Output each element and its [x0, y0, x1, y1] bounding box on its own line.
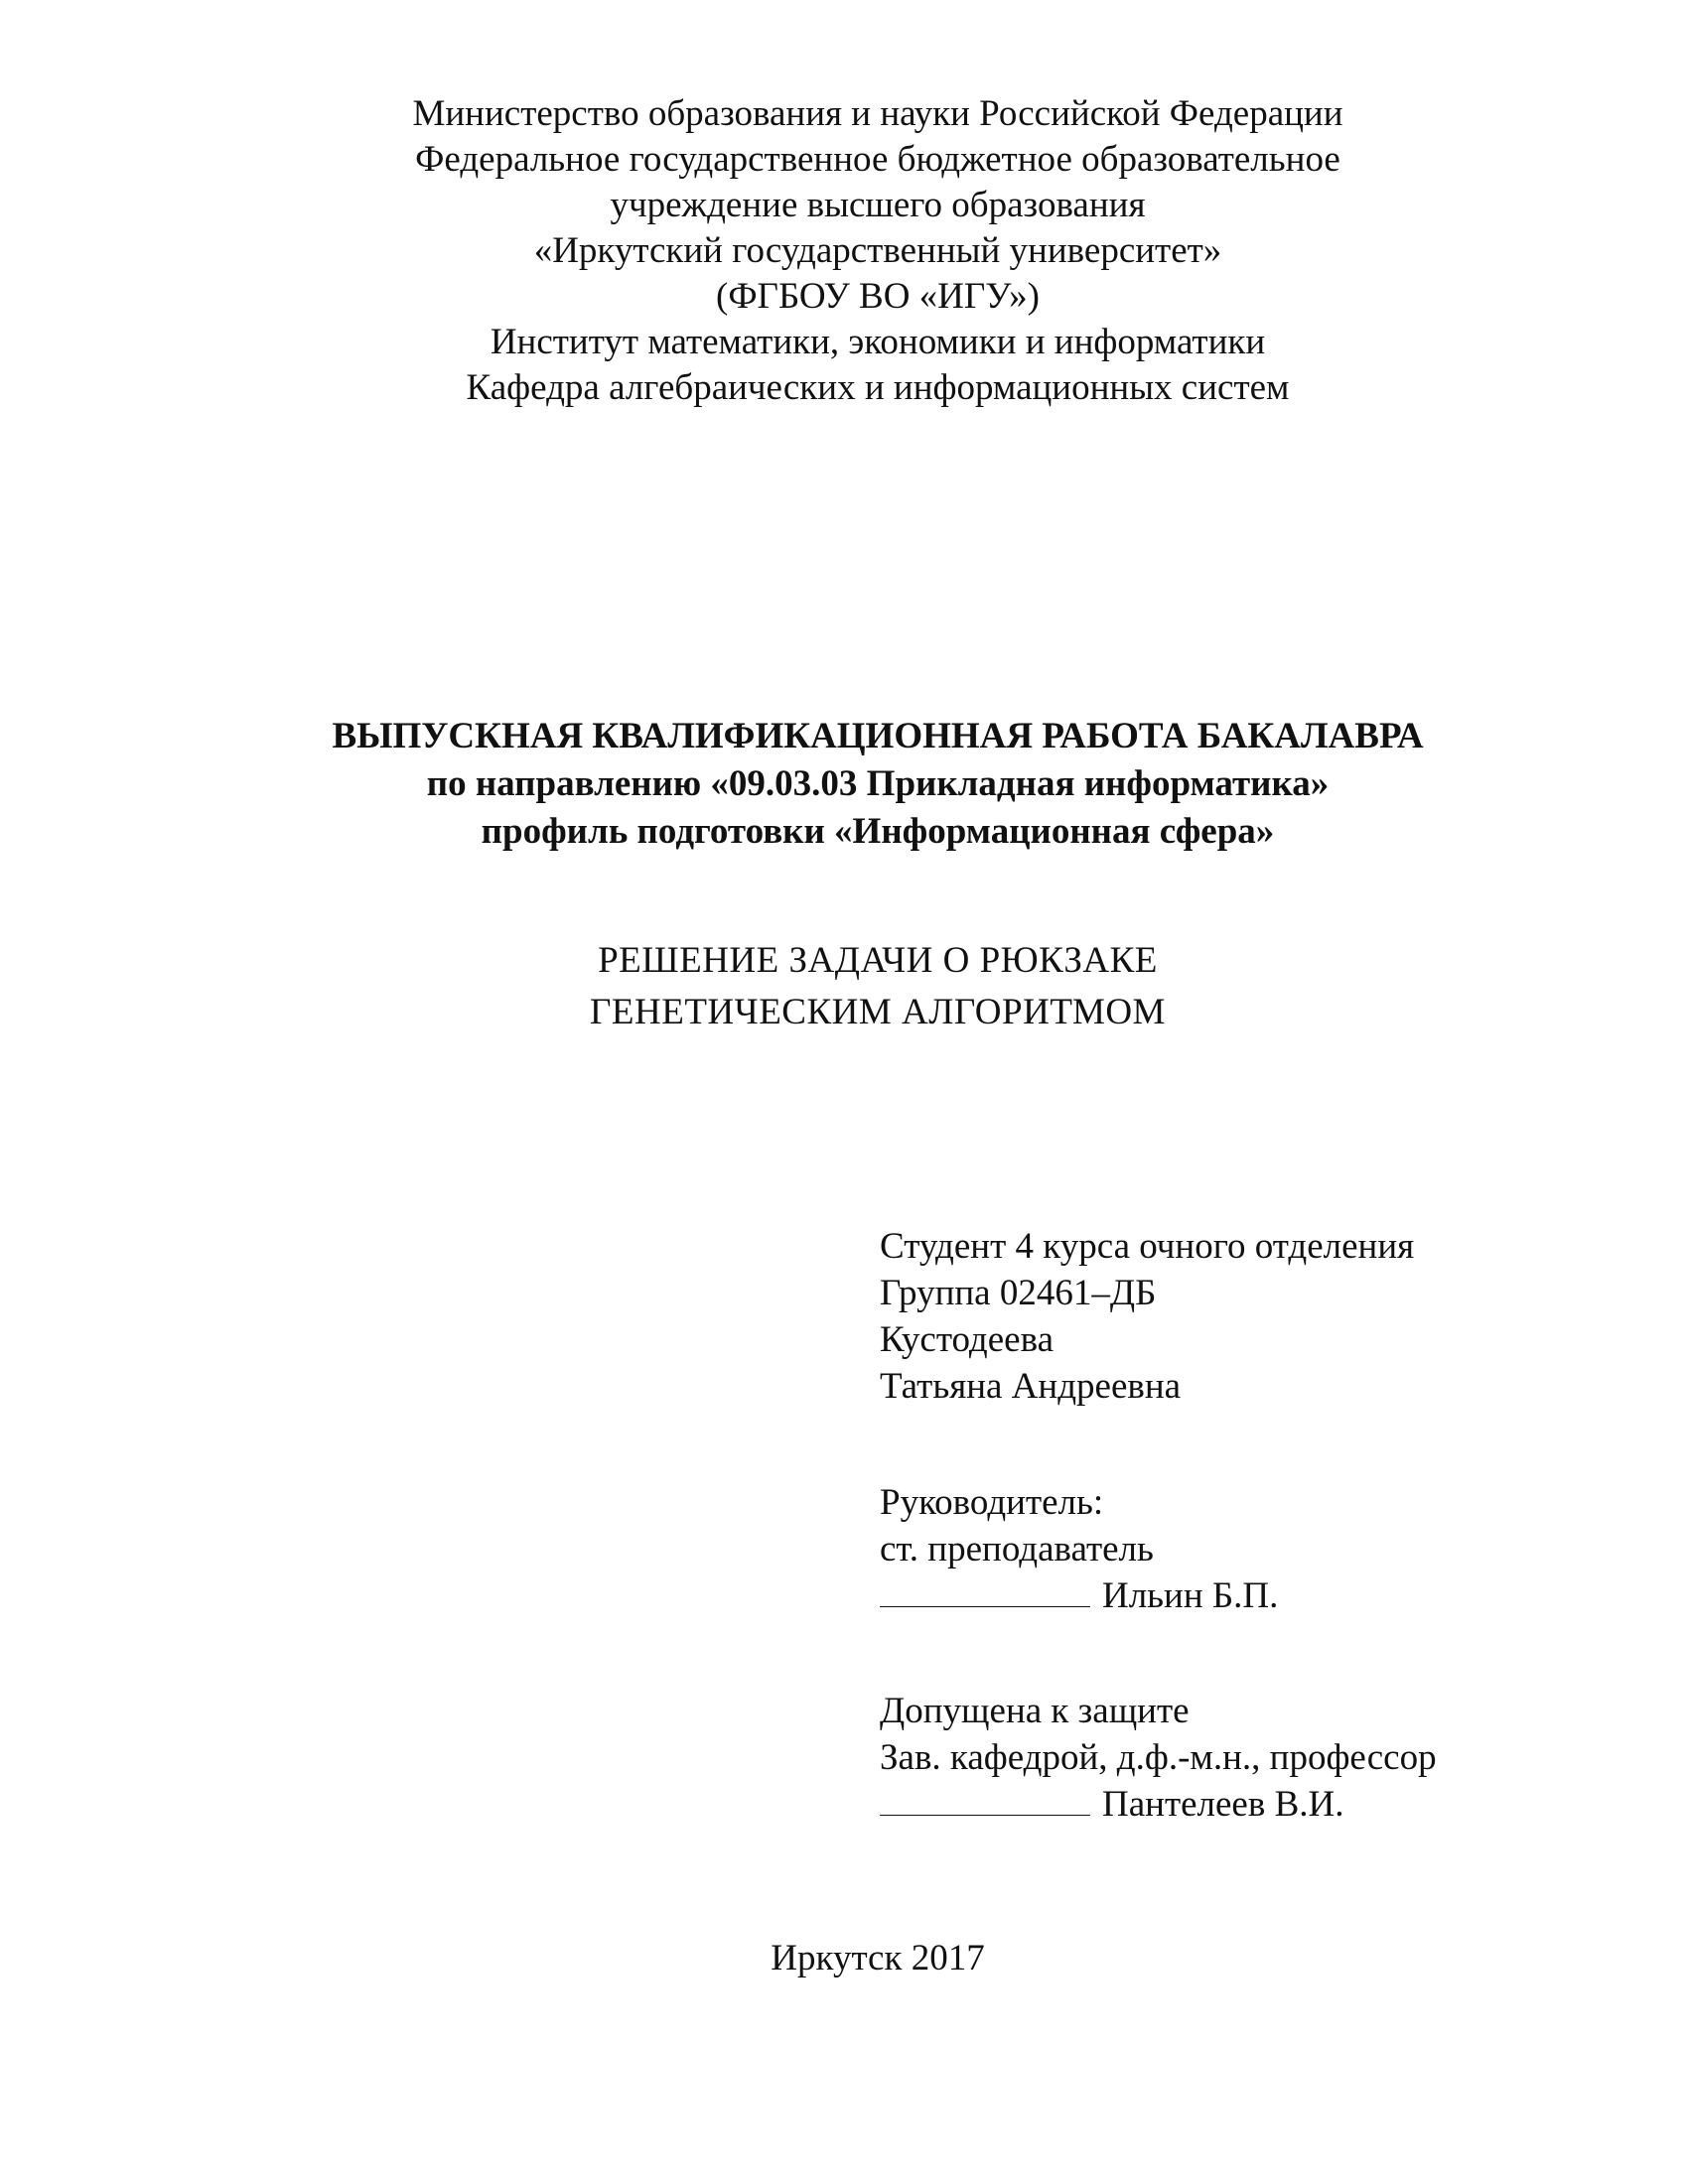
- university-abbreviation: (ФГБОУ ВО «ИГУ»): [716, 276, 1040, 317]
- student-name: Татьяна Андреевна: [880, 1366, 1182, 1407]
- head-signature-row: [880, 1781, 1437, 1828]
- thesis-title: [0, 935, 1688, 1038]
- thesis-title-line-1: РЕШЕНИЕ ЗАДАЧИ О РЮКЗАКЕ: [598, 940, 1158, 981]
- admission-info: [880, 1688, 1437, 1828]
- work-type-heading: ВЫПУСКНАЯ КВАЛИФИКАЦИОННАЯ РАБОТА БАКАЛАВРА: [332, 716, 1424, 756]
- institution-header: [0, 91, 1688, 411]
- student-course: Студент 4 курса очного отделения: [880, 1226, 1415, 1267]
- study-profile: профиль подготовки «Информационная сфера»: [481, 811, 1275, 852]
- university-type-line: Федеральное государственное бюджетное образовательное: [415, 139, 1340, 180]
- supervisor-signature-line: [880, 1576, 1090, 1607]
- student-info: [880, 1223, 1414, 1410]
- student-surname: Кустодеева: [880, 1319, 1055, 1360]
- student-group: Группа 02461–ДБ: [880, 1273, 1157, 1313]
- institute-name: Институт математики, экономики и информатики: [490, 322, 1266, 362]
- head-of-department-name: Пантелеев В.И.: [1102, 1784, 1344, 1825]
- head-of-department-position: Зав. кафедрой, д.ф.-м.н., профессор: [880, 1737, 1437, 1778]
- supervisor-name: Ильин Б.П.: [1102, 1575, 1279, 1616]
- supervisor-info: [880, 1479, 1278, 1619]
- ministry-line: Министерство образования и науки Российской Федерации: [412, 93, 1343, 134]
- university-type-line-2: учреждение высшего образования: [610, 185, 1146, 225]
- admission-label: Допущена к защите: [880, 1691, 1190, 1731]
- head-signature-line: [880, 1785, 1090, 1816]
- thesis-title-line-2: ГЕНЕТИЧЕСКИМ АЛГОРИТМОМ: [590, 992, 1166, 1032]
- department-name: Кафедра алгебраических и информационных систем: [466, 367, 1290, 408]
- study-direction: по направлению «09.03.03 Прикладная информатика»: [426, 763, 1330, 804]
- supervisor-signature-row: [880, 1572, 1278, 1619]
- work-type-block: [0, 713, 1688, 856]
- city-year: Иркутск 2017: [771, 1938, 985, 1979]
- supervisor-position: ст. преподаватель: [880, 1529, 1154, 1570]
- supervisor-label: Руководитель:: [880, 1482, 1104, 1523]
- university-name: «Иркутский государственный университет»: [533, 230, 1222, 271]
